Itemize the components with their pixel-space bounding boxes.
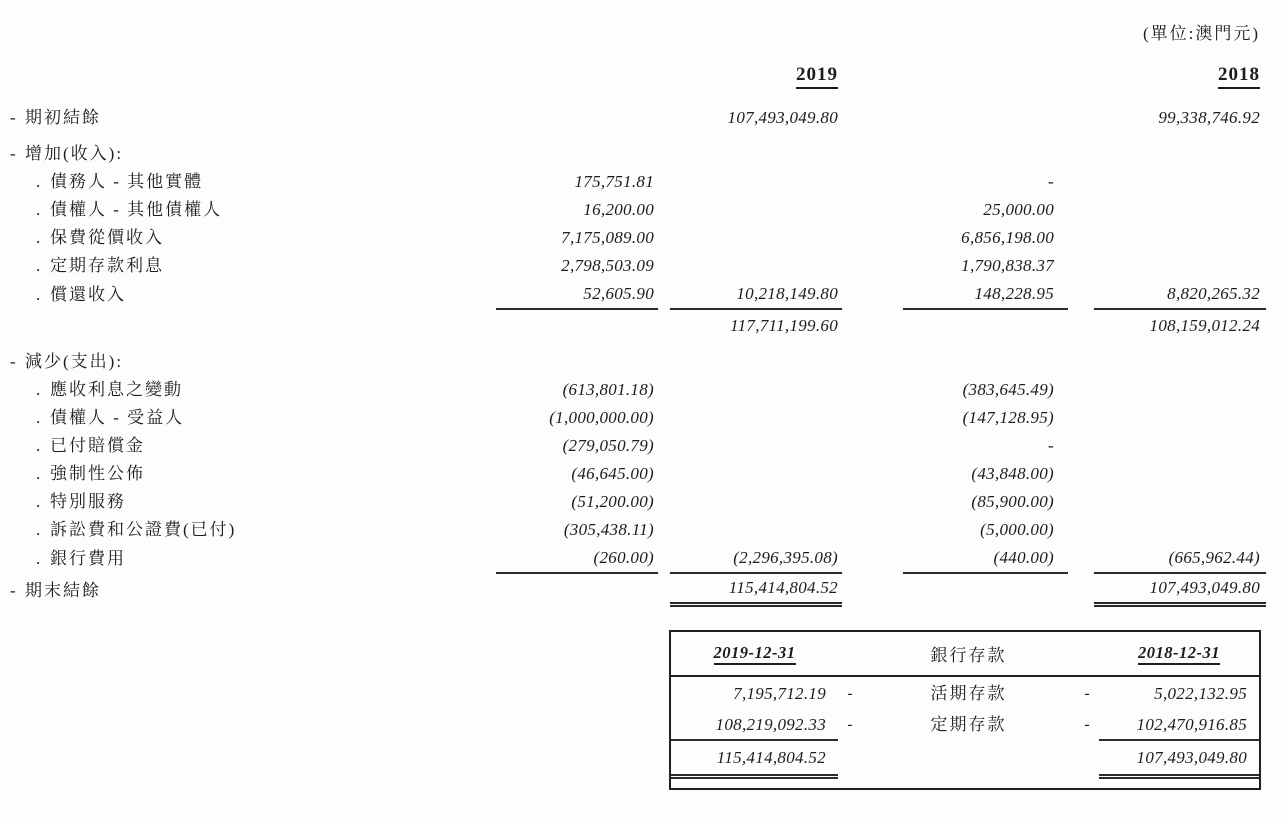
row-label-text: 債務人 - 其他實體 — [50, 172, 204, 191]
row-label-text: 保費從價收入 — [50, 228, 164, 247]
statement-row — [0, 348, 1266, 376]
amount-cell-a: 175,751.81 — [574, 172, 654, 191]
empty-cell — [838, 741, 862, 779]
amount-cell-b: 10,218,149.80 — [670, 280, 842, 310]
amount-cell-a: (260.00) — [496, 544, 658, 574]
row-label — [0, 224, 470, 252]
row-label — [0, 544, 470, 574]
bank-table-total-row — [671, 741, 1259, 779]
amount-cell-b: 107,493,049.80 — [727, 108, 838, 127]
statement-row — [0, 224, 1266, 252]
dash-separator: - — [847, 716, 853, 733]
row-label — [0, 516, 470, 544]
row-label — [0, 574, 470, 607]
bank-total-2018-amount: 107,493,049.80 — [1099, 741, 1259, 779]
statement-row — [0, 280, 1266, 308]
amount-cell-c: - — [1048, 172, 1054, 191]
amount-cell-d: 108,159,012.24 — [1149, 316, 1260, 335]
amount-cell-d: 99,338,746.92 — [1158, 108, 1260, 127]
row-label — [0, 140, 470, 168]
dot-bullet: . — [36, 464, 41, 483]
dash-separator: - — [1084, 716, 1090, 733]
row-label-text: 期末結餘 — [25, 580, 101, 600]
row-label-text: 債權人 - 其他債權人 — [50, 200, 223, 219]
statement-row — [0, 488, 1266, 516]
row-label — [0, 280, 470, 310]
statement-row — [0, 196, 1266, 224]
amount-cell-b: (2,296,395.08) — [670, 544, 842, 574]
row-label-text: 期初結餘 — [25, 108, 101, 127]
row-label — [0, 104, 470, 132]
row-label-text: 應收利息之變動 — [50, 380, 183, 399]
statement-row — [0, 544, 1266, 572]
amount-cell-a: (51,200.00) — [571, 492, 654, 511]
row-label-text: 強制性公佈 — [50, 464, 145, 483]
amount-cell-c: 25,000.00 — [983, 200, 1054, 219]
amount-cell-a: 52,605.90 — [496, 280, 658, 310]
row-label — [0, 404, 470, 432]
dot-bullet: . — [36, 172, 41, 191]
row-label — [0, 376, 470, 404]
dot-bullet: . — [36, 520, 41, 539]
amount-cell-c: (440.00) — [903, 544, 1068, 574]
amount-cell-a: 7,175,089.00 — [561, 228, 654, 247]
amount-cell-d: 107,493,049.80 — [1094, 574, 1266, 607]
bank-table-header-right-cell — [1099, 643, 1259, 665]
currency-unit-note: (單位:澳門元) — [1142, 24, 1260, 43]
statement-row — [0, 404, 1266, 432]
statement-row — [0, 312, 1266, 340]
row-label — [0, 432, 470, 460]
amount-cell-a: (305,438.11) — [563, 520, 654, 539]
row-label-text: 增加(收入): — [25, 144, 124, 163]
current-deposits-2018-amount: 5,022,132.95 — [1154, 684, 1247, 703]
amount-cell-d: 8,820,265.32 — [1094, 280, 1266, 310]
current-deposits-2019-amount: 7,195,712.19 — [733, 684, 826, 703]
bank-table-row-current-deposits — [671, 677, 1259, 710]
row-label-text: 減少(支出): — [25, 352, 124, 371]
statement-row — [0, 104, 1266, 132]
dash-separator: - — [1084, 685, 1090, 702]
row-label-text: 特別服務 — [50, 492, 126, 511]
row-label-text: 訴訟費和公證費(已付) — [50, 520, 237, 539]
year-header-left-cell — [658, 62, 842, 90]
time-deposits-2018-amount: 102,470,916.85 — [1099, 710, 1259, 741]
bank-total-2019-amount: 115,414,804.52 — [671, 741, 838, 779]
year-header-2018: 2018 — [1218, 63, 1260, 89]
bank-table-header-2018-12-31: 2018-12-31 — [1138, 643, 1220, 665]
dash-separator: - — [847, 685, 853, 702]
dash-bullet: - — [10, 352, 16, 371]
dash-bullet: - — [10, 580, 16, 600]
statement-row — [0, 168, 1266, 196]
bank-deposits-title: 銀行存款 — [930, 646, 1007, 665]
bank-deposits-table — [669, 630, 1261, 790]
statement-row — [0, 376, 1266, 404]
row-label — [0, 168, 470, 196]
amount-cell-b: 115,414,804.52 — [670, 574, 842, 607]
dot-bullet: . — [36, 436, 41, 455]
row-label-text: 定期存款利息 — [50, 256, 164, 275]
dot-bullet: . — [36, 228, 41, 247]
bank-table-row-time-deposits — [671, 710, 1259, 741]
amount-cell-c: (85,900.00) — [971, 492, 1054, 511]
dot-bullet: . — [36, 285, 41, 304]
dash-bullet: - — [10, 108, 16, 127]
statement-rows — [0, 104, 1266, 602]
amount-cell-a: (279,050.79) — [562, 436, 654, 455]
row-label-text: 已付賠償金 — [50, 436, 145, 455]
dot-bullet: . — [36, 492, 41, 511]
time-deposits-label: 定期存款 — [930, 715, 1007, 734]
current-deposits-label: 活期存款 — [930, 684, 1007, 703]
statement-row — [0, 252, 1266, 280]
statement-row — [0, 460, 1266, 488]
bank-table-header-middle-cell — [862, 641, 1075, 666]
year-header-2019: 2019 — [796, 63, 838, 89]
amount-cell-c: (147,128.95) — [962, 408, 1054, 427]
statement-row — [0, 432, 1266, 460]
dot-bullet: . — [36, 408, 41, 427]
row-label — [0, 488, 470, 516]
amount-cell-c: (383,645.49) — [962, 380, 1054, 399]
amount-cell-a: (613,801.18) — [562, 380, 654, 399]
dot-bullet: . — [36, 200, 41, 219]
amount-cell-b: 117,711,199.60 — [730, 316, 838, 335]
amount-cell-a: (1,000,000.00) — [549, 408, 654, 427]
amount-cell-c: 1,790,838.37 — [961, 256, 1054, 275]
amount-cell-c: - — [1048, 436, 1054, 455]
amount-cell-c: 148,228.95 — [903, 280, 1068, 310]
year-header-row — [0, 62, 1266, 90]
statement-row — [0, 140, 1266, 168]
row-label — [0, 348, 470, 376]
row-label-text: 銀行費用 — [50, 549, 126, 568]
row-label-text: 債權人 - 受益人 — [50, 408, 185, 427]
empty-cell — [1075, 741, 1099, 779]
empty-cell — [862, 741, 1075, 779]
statement-row — [0, 574, 1266, 602]
amount-cell-c: (43,848.00) — [971, 464, 1054, 483]
bank-table-header-row — [671, 632, 1259, 677]
dot-bullet: . — [36, 549, 41, 568]
dash-bullet: - — [10, 144, 16, 163]
time-deposits-2019-amount: 108,219,092.33 — [671, 710, 838, 741]
amount-cell-d: (665,962.44) — [1094, 544, 1266, 574]
bank-table-header-left-cell — [671, 643, 838, 665]
row-label — [0, 312, 470, 340]
amount-cell-a: 16,200.00 — [583, 200, 654, 219]
row-label-text: 償還收入 — [50, 285, 126, 304]
dot-bullet: . — [36, 256, 41, 275]
statement-row — [0, 516, 1266, 544]
row-label — [0, 460, 470, 488]
amount-cell-a: 2,798,503.09 — [561, 256, 654, 275]
row-label — [0, 196, 470, 224]
bank-table-header-2019-12-31: 2019-12-31 — [714, 643, 796, 665]
dot-bullet: . — [36, 380, 41, 399]
amount-cell-c: (5,000.00) — [980, 520, 1054, 539]
row-label — [0, 252, 470, 280]
year-header-right-cell — [1090, 62, 1266, 90]
amount-cell-a: (46,645.00) — [571, 464, 654, 483]
amount-cell-c: 6,856,198.00 — [961, 228, 1054, 247]
